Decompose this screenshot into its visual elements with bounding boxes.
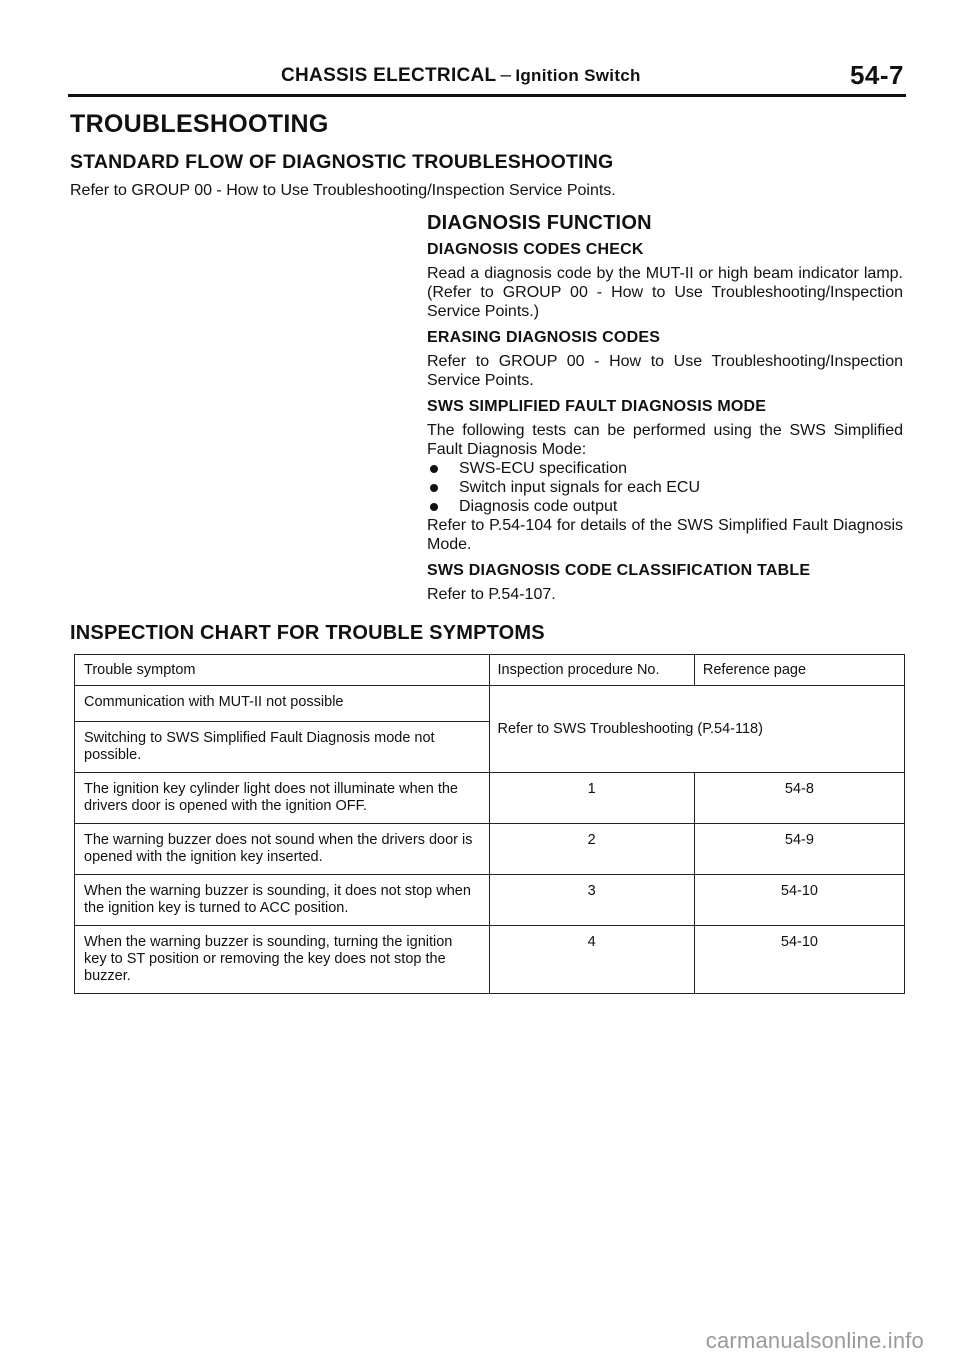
- symptom-cell: Switching to SWS Simplified Fault Diagnosis mode not possible.: [75, 722, 490, 773]
- classification-text: Refer to P.54-107.: [427, 586, 556, 603]
- codes-check-text: Read a diagnosis code by the MUT-II or high beam indicator lamp. (Refer to GROUP 00 - How to Use Troubleshooting/Inspection Service Points.): [427, 265, 903, 320]
- reference-page-cell: 54-10: [694, 926, 904, 994]
- header-rule: [68, 94, 906, 97]
- procedure-cell: 1: [489, 773, 694, 824]
- symptom-cell: When the warning buzzer is sounding, it does not stop when the ignition key is turned to ACC position.: [75, 875, 490, 926]
- sws-mode-reference: Refer to P.54-104 for details of the SWS Simplified Fault Diagnosis Mode.: [427, 517, 903, 553]
- sws-reference-cell: Refer to SWS Troubleshooting (P.54-118): [489, 686, 904, 773]
- procedure-cell: 2: [489, 824, 694, 875]
- page-title: TROUBLESHOOTING: [70, 110, 329, 138]
- reference-page-cell: 54-10: [694, 875, 904, 926]
- page-number: 54-7: [849, 60, 904, 90]
- header-section: CHASSIS ELECTRICAL: [281, 65, 497, 86]
- symptom-cell: The ignition key cylinder light does not illuminate when the drivers door is opened with the ignition OFF.: [75, 773, 490, 824]
- table-row: [75, 686, 905, 722]
- column-header-reference: Reference page: [694, 655, 904, 686]
- symptom-cell: The warning buzzer does not sound when the drivers door is opened with the ignition key inserted.: [75, 824, 490, 875]
- bullet-dot-icon: [430, 465, 438, 473]
- table-row: [75, 875, 905, 926]
- page-header: [68, 60, 906, 94]
- bullet-item: Switch input signals for each ECU: [427, 478, 903, 497]
- reference-page-cell: 54-9: [694, 824, 904, 875]
- inspection-chart-heading: INSPECTION CHART FOR TROUBLE SYMPTOMS: [70, 622, 545, 644]
- bullet-item: Diagnosis code output: [427, 497, 903, 516]
- sws-mode-bullet-list: [427, 459, 903, 516]
- bullet-dot-icon: [430, 484, 438, 492]
- symptom-cell: When the warning buzzer is sounding, turning the ignition key to ST position or removing the key does not stop the buzzer.: [75, 926, 490, 994]
- erasing-text: Refer to GROUP 00 - How to Use Troubleshooting/Inspection Service Points.: [427, 353, 903, 389]
- procedure-cell: 3: [489, 875, 694, 926]
- sws-mode-intro: The following tests can be performed using the SWS Simplified Fault Diagnosis Mode:: [427, 422, 903, 458]
- header-subsection: Ignition Switch: [515, 66, 641, 85]
- diagnosis-function-column: [427, 212, 903, 612]
- symptom-cell: Communication with MUT-II not possible: [75, 686, 490, 722]
- inspection-chart: [74, 654, 905, 994]
- table-header-row: [75, 655, 905, 686]
- classification-heading: SWS DIAGNOSIS CODE CLASSIFICATION TABLE: [427, 562, 811, 579]
- column-header-procedure: Inspection procedure No.: [489, 655, 694, 686]
- header-title: [281, 65, 641, 87]
- watermark-url: carmanualsonline.info: [705, 1328, 924, 1353]
- header-dash: –: [500, 65, 512, 86]
- erasing-heading: ERASING DIAGNOSIS CODES: [427, 329, 661, 346]
- procedure-cell: 4: [489, 926, 694, 994]
- table-row: [75, 926, 905, 994]
- standard-flow-heading: STANDARD FLOW OF DIAGNOSTIC TROUBLESHOOTING: [70, 151, 614, 173]
- table-row: [75, 773, 905, 824]
- diagnosis-function-heading: DIAGNOSIS FUNCTION: [427, 212, 652, 234]
- bullet-dot-icon: [430, 503, 438, 511]
- column-header-symptom: Trouble symptom: [75, 655, 490, 686]
- sws-mode-heading: SWS SIMPLIFIED FAULT DIAGNOSIS MODE: [427, 398, 767, 415]
- table-row: [75, 824, 905, 875]
- codes-check-heading: DIAGNOSIS CODES CHECK: [427, 241, 644, 258]
- inspection-table: [74, 654, 905, 994]
- reference-page-cell: 54-8: [694, 773, 904, 824]
- bullet-item: SWS-ECU specification: [427, 459, 903, 478]
- standard-flow-text: Refer to GROUP 00 - How to Use Troubleshooting/Inspection Service Points.: [70, 182, 616, 199]
